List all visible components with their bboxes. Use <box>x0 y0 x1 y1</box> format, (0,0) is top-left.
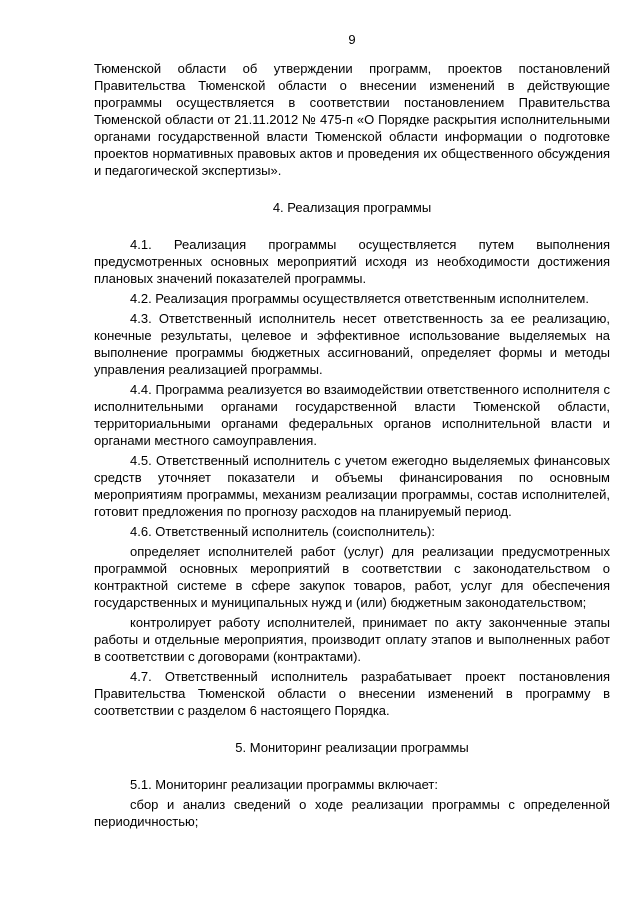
paragraph-4-1: 4.1. Реализация программы осуществляется путем выполнения предусмотренных основных мероприятий исходя из необходимости достижения плановых значений показателей программы. <box>94 237 610 286</box>
section-5-heading: 5. Мониторинг реализации программы <box>235 740 469 755</box>
paragraph-4-3: 4.3. Ответственный исполнитель несет ответственность за ее реализацию, конечные результаты, целевое и эффективное использование выделяемых на выполнение программы бюджетных ассигнований, определяет формы и методы управления реализацией программы. <box>94 311 610 377</box>
paragraph-5-1-item-1: сбор и анализ сведений о ходе реализации программы с определенной периодичностью; <box>94 797 610 829</box>
paragraph-5-1: 5.1. Мониторинг реализации программы включает: <box>130 777 439 792</box>
paragraph-4-6-item-1: определяет исполнителей работ (услуг) для реализации предусмотренных программой основных мероприятий в соответствии с законодательством о контрактной системе в сфере закупок товаров, работ, услуг для обеспечения государственных и муниципальных нужд и (или) бюджетным законодательством; <box>94 544 610 610</box>
paragraph-4-7: 4.7. Ответственный исполнитель разрабатывает проект постановления Правительства Тюменской области о внесении изменений в программу в соответствии с разделом 6 настоящего Порядка. <box>94 669 610 718</box>
paragraph-4-6-item-2: контролирует работу исполнителей, принимает по акту законченные этапы работы и отдельные мероприятия, производит оплату этапов и выполненных работ в соответствии с договорами (контрактами). <box>94 615 610 664</box>
intro-paragraph: Тюменской области об утверждении программ, проектов постановлений Правительства Тюменской области о внесении изменений в действующие программы осуществляется в соответствии постановлением Правительства Тюменской области от 21.11.2012 № 475-п «О Порядке раскрытия исполнительными органами государственной власти Тюменской области информации о подготовке проектов нормативных правовых актов и проведения их общественного обсуждения и педагогической экспертизы». <box>94 61 610 178</box>
paragraph-4-5: 4.5. Ответственный исполнитель с учетом ежегодно выделяемых финансовых средств уточняет показатели и объемы финансирования по основным мероприятиям программы, механизм реализации программы, состав исполнителей, готовит предложения по прогнозу расходов на планируемый период. <box>94 453 610 519</box>
paragraph-4-4: 4.4. Программа реализуется во взаимодействии ответственного исполнителя с исполнительными органами государственной власти Тюменской области, территориальными органами федеральных органов исполнительной власти и органами местного самоуправления. <box>94 382 610 448</box>
document-body <box>94 60 610 830</box>
paragraph-4-6: 4.6. Ответственный исполнитель (соисполнитель): <box>130 524 435 539</box>
page-number: 9 <box>348 32 356 47</box>
paragraph-4-2: 4.2. Реализация программы осуществляется ответственным исполнителем. <box>130 291 589 306</box>
section-4-heading: 4. Реализация программы <box>272 200 432 215</box>
